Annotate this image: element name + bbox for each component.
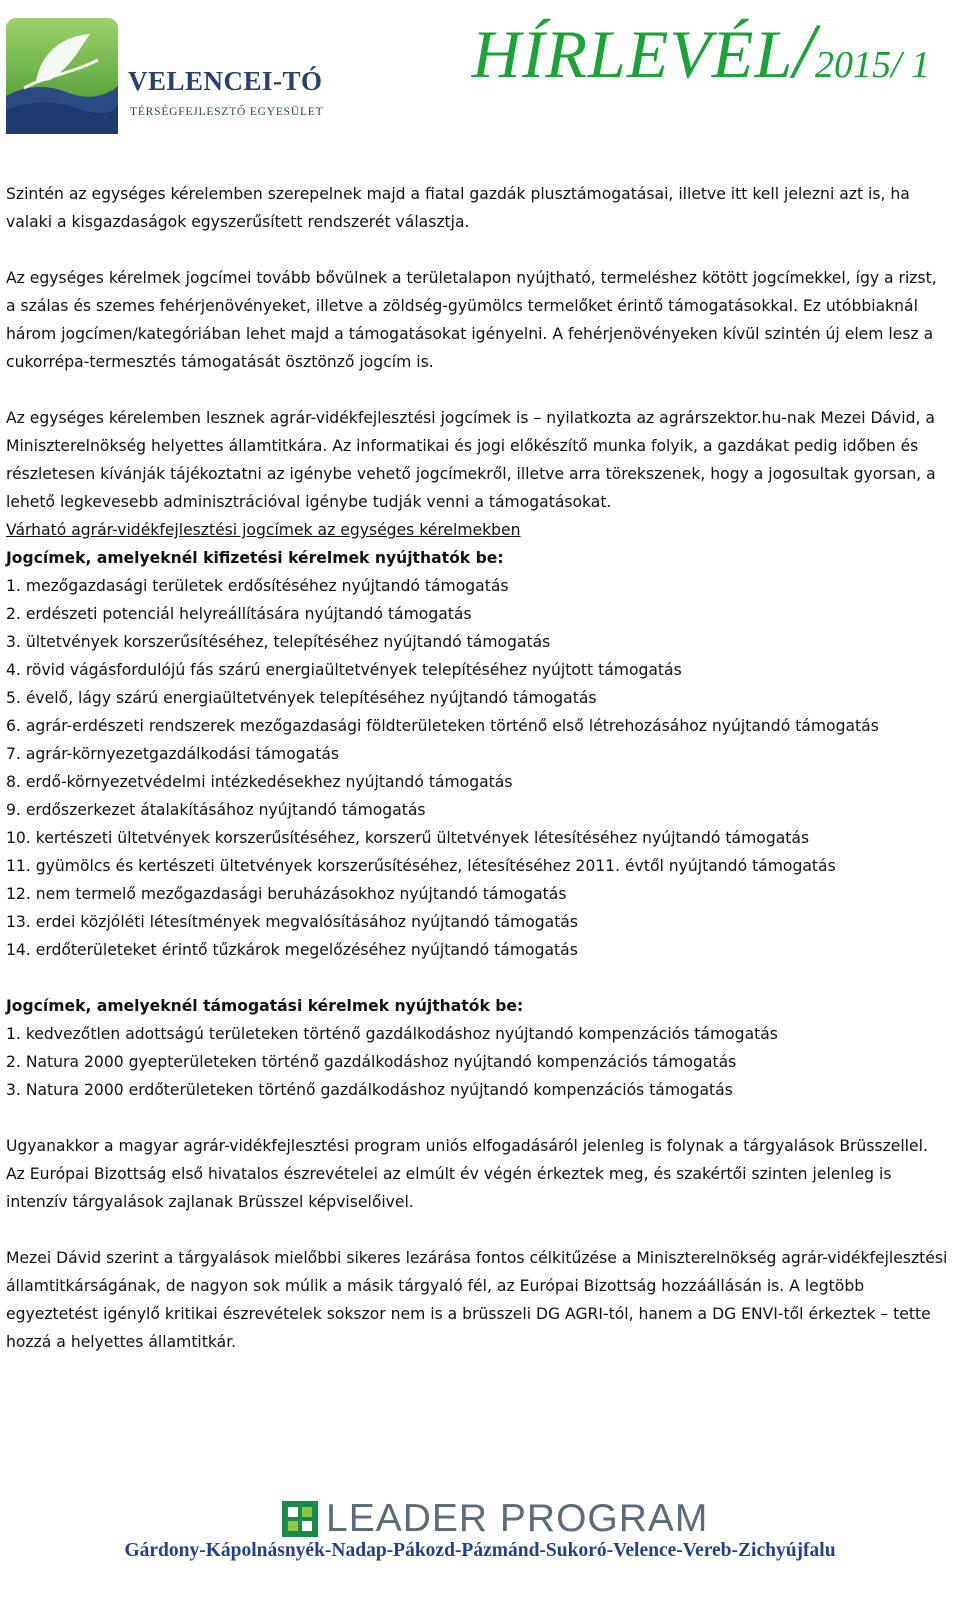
list-item: 2. erdészeti potenciál helyreállítására nyújtandó támogatás bbox=[6, 605, 472, 623]
masthead-title: HÍRLEVÉL bbox=[471, 16, 794, 92]
list2-heading: Jogcímek, amelyeknél támogatási kérelmek nyújthatók be: bbox=[6, 997, 524, 1015]
paragraph-5: Mezei Dávid szerint a tárgyalások mielőbbi sikeres lezárása fontos célkitűzése a Miniszterelnökség agrár-vidékfejlesztési államtitkárságának, de nagyon sok múlik a másik tárgyaló fél, az Európai Bizottság hozzáállásán is. A legtöbb egyeztetést igénylő kritikai észrevételek sokszor nem is a brüsszeli DG AGRI-tól, hanem a DG ENVI-től érkeztek – tette hozzá a helyettes államtitkár. bbox=[6, 1249, 948, 1351]
list-item: 3. Natura 2000 erdőterületeken történő gazdálkodáshoz nyújtandó kompenzációs támogatás bbox=[6, 1081, 733, 1099]
list2 bbox=[6, 1020, 950, 1104]
logo-subtitle: TÉRSÉGFEJLESZTŐ EGYESÜLET bbox=[130, 106, 324, 118]
article-body bbox=[6, 180, 950, 1356]
list-item: 5. évelő, lágy szárú energiaültetvények telepítéséhez nyújtandó támogatás bbox=[6, 689, 597, 707]
list-item: 4. rövid vágásfordulójú fás szárú energiaültetvények telepítéséhez nyújtott támogatás bbox=[6, 661, 682, 679]
list1 bbox=[6, 572, 950, 964]
masthead-issue: 2015/ 1 bbox=[814, 44, 930, 86]
list-item: 14. erdőterületeket érintő tűzkárok megelőzéséhez nyújtandó támogatás bbox=[6, 941, 578, 959]
leaf-logo-icon bbox=[6, 18, 118, 134]
list-item: 10. kertészeti ültetvények korszerűsítéséhez, korszerű ültetvények létesítéséhez nyújtandó támogatás bbox=[6, 829, 810, 847]
leader-program-text: LEADER PROGRAM bbox=[326, 1497, 709, 1540]
list-item: 13. erdei közjóléti létesítmények megvalósításához nyújtandó támogatás bbox=[6, 913, 578, 931]
newsletter-masthead bbox=[472, 6, 930, 96]
section-heading: Várható agrár-vidékfejlesztési jogcímek az egységes kérelmekben bbox=[6, 521, 521, 539]
paragraph-1: Szintén az egységes kérelemben szerepelnek majd a fiatal gazdák plusztámogatásai, illetve itt kell jelezni azt is, ha valaki a kisgazdaságok egyszerűsített rendszerét választja. bbox=[6, 185, 910, 231]
list-item: 2. Natura 2000 gyepterületeken történő gazdálkodáshoz nyújtandó kompenzációs támogatás bbox=[6, 1053, 737, 1071]
list-item: 6. agrár-erdészeti rendszerek mezőgazdasági földterületeken történő első létrehozásához nyújtandó támogatás bbox=[6, 717, 879, 735]
masthead-slash: / bbox=[793, 7, 815, 94]
list-item: 8. erdő-környezetvédelmi intézkedésekhez nyújtandó támogatás bbox=[6, 773, 513, 791]
list-item: 9. erdőszerkezet átalakításához nyújtandó támogatás bbox=[6, 801, 426, 819]
list-item: 11. gyümölcs és kertészeti ültetvények korszerűsítéséhez, létesítéséhez 2011. évtől nyújtandó támogatás bbox=[6, 857, 836, 875]
footer-towns: Gárdony-Kápolnásnyék-Nadap-Pákozd-Pázmánd-Sukoró-Velence-Vereb-Zichyújfalu bbox=[124, 1540, 836, 1561]
list-item: 3. ültetvények korszerűsítéséhez, telepítéséhez nyújtandó támogatás bbox=[6, 633, 551, 651]
leader-emblem-icon bbox=[282, 1501, 318, 1537]
paragraph-2: Az egységes kérelmek jogcímei tovább bővülnek a területalapon nyújtható, termeléshez kötött jogcímekkel, így a rizst, a szálas és szemes fehérjenövényeket, illetve a zöldség-gyümölcs termelőket érintő támogatásokkal. Ez utóbbiaknál három jogcímen/kategóriában lehet majd a támogatásokat igényelni. A fehérjenövényeken kívül szintén új elem lesz a cukorrépa-termesztés támogatását ösztönző jogcím is. bbox=[6, 269, 937, 371]
list1-heading: Jogcímek, amelyeknél kifizetési kérelmek nyújthatók be: bbox=[6, 549, 504, 567]
list-item: 1. kedvezőtlen adottságú területeken történő gazdálkodáshoz nyújtandó kompenzációs támogatás bbox=[6, 1025, 778, 1043]
list-item: 1. mezőgazdasági területek erdősítéséhez nyújtandó támogatás bbox=[6, 577, 509, 595]
velencei-to-logo bbox=[6, 18, 336, 136]
list-item: 12. nem termelő mezőgazdasági beruházásokhoz nyújtandó támogatás bbox=[6, 885, 567, 903]
list-item: 7. agrár-környezetgazdálkodási támogatás bbox=[6, 745, 340, 763]
paragraph-4: Ugyanakkor a magyar agrár-vidékfejlesztési program uniós elfogadásáról jelenleg is folynak a tárgyalások Brüsszellel. Az Európai Bizottság első hivatalos észrevételei az elmúlt év végén érkeztek meg, és szakértői szinten jelenleg is intenzív tárgyalások zajlanak Brüsszel képviselőivel. bbox=[6, 1137, 928, 1211]
paragraph-3: Az egységes kérelemben lesznek agrár-vidékfejlesztési jogcímek is – nyilatkozta az agrárszektor.hu-nak Mezei Dávid, a Miniszterelnökség helyettes államtitkára. Az informatikai és jogi előkészítő munka folyik, a gazdákat pedig időben és részletesen kívánják tájékoztatni az igénybe vehető jogcímekről, illetve arra törekszenek, hogy a jogosultak gyorsan, a lehető legkevesebb adminisztrációval igénybe tudják venni a támogatásokat. bbox=[6, 409, 936, 511]
leader-program-logo bbox=[282, 1497, 709, 1540]
logo-name: VELENCEI-TÓ bbox=[128, 66, 323, 96]
